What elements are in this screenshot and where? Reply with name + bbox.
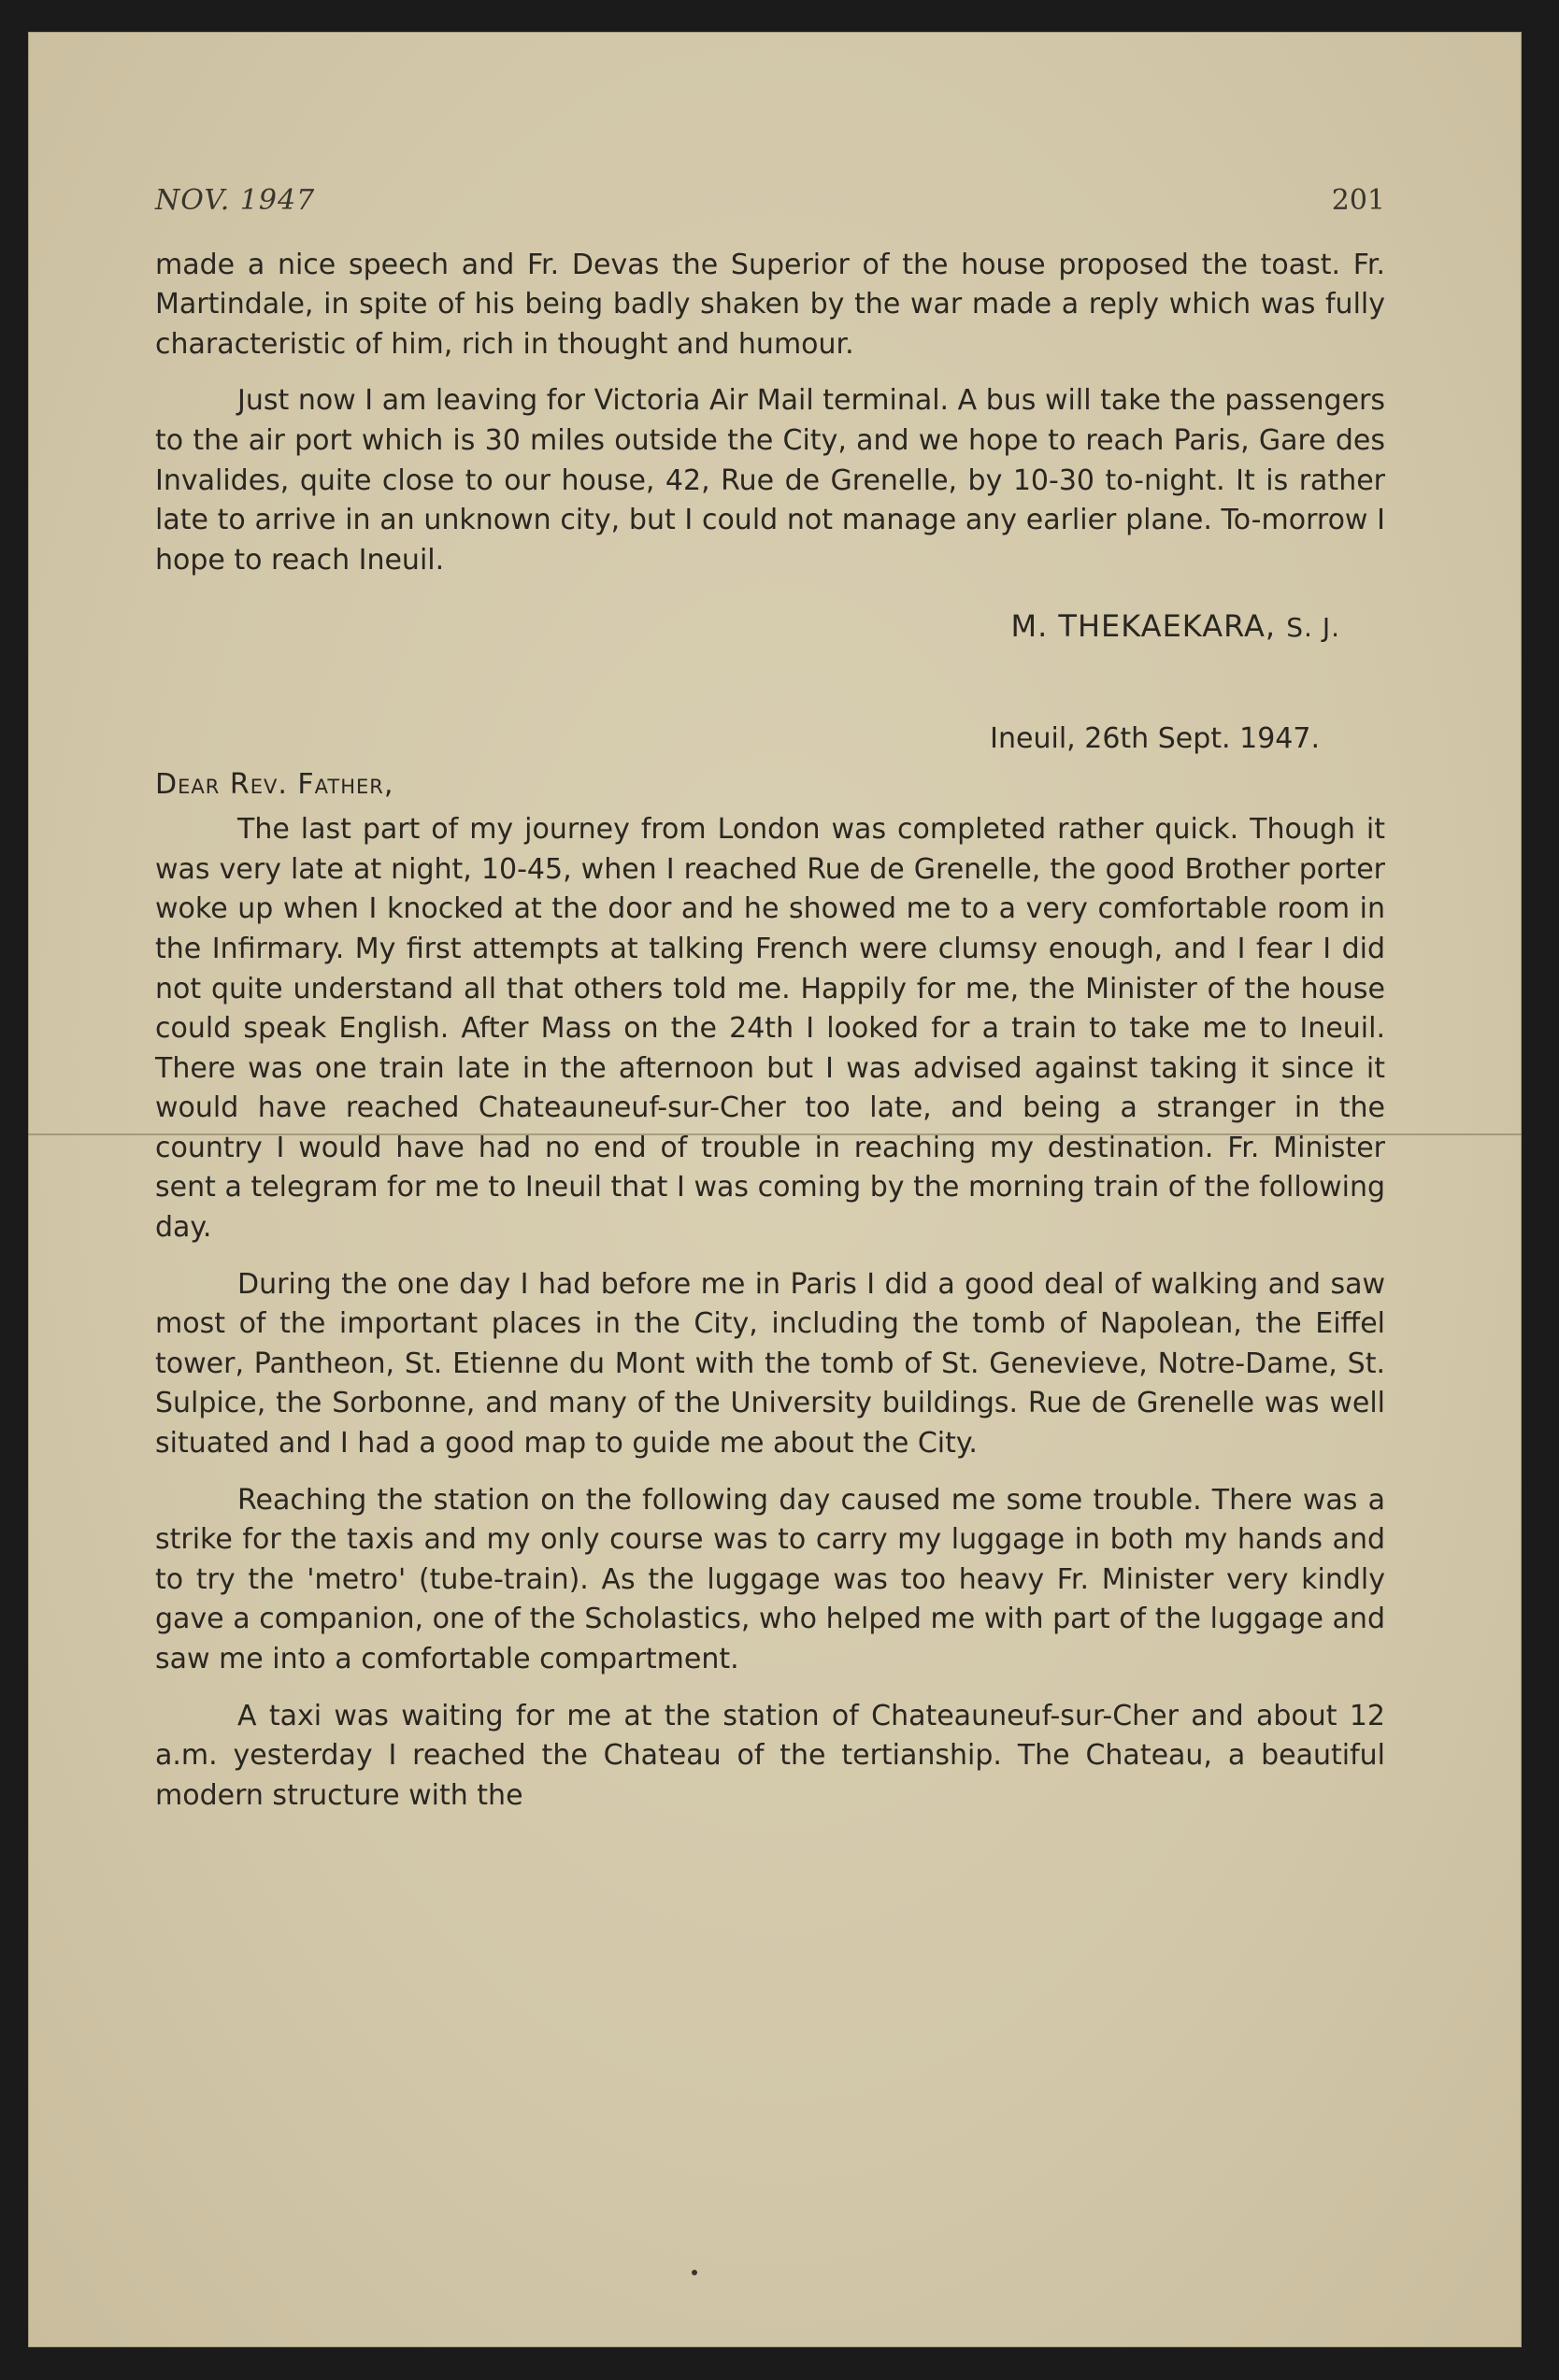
letter1-paragraph-1: made a nice speech and Fr. Devas the Superior of the house proposed the toast. Fr. Martindale, in spite of his being badly shaken by the war made a reply which was fully characteristic of him, rich in thought and humour. [155, 248, 1385, 361]
page-content [155, 181, 1385, 1816]
signature [155, 606, 1385, 648]
signature-suffix: S. J. [1286, 612, 1340, 644]
page-number: 201 [1331, 184, 1385, 217]
letter2-salutation: Dear Rev. Father, [155, 767, 394, 801]
letter1-paragraph-2: Just now I am leaving for Victoria Air Mail terminal. A bus will take the passengers to the air port which is 30 miles outside the City, and we hope to reach Paris, Gare des Invalides, quite close to our house, 42, Rue de Grenelle, by 10-30 to-night. It is rather late to arrive in an unknown city, but I could not manage any earlier plane. To-morrow I hope to reach Ineuil. [155, 384, 1385, 577]
letter2-paragraph-2: During the one day I had before me in Paris I did a good deal of walking and saw most of the important places in the City, including the tomb of Napolean, the Eiffel tower, Pantheon, St. Etienne du Mont with the tomb of St. Genevieve, Notre-Dame, St. Sulpice, the Sorbonne, and many of the University buildings. Rue de Grenelle was well situated and I had a good map to guide me about the City. [155, 1267, 1385, 1461]
page-dot-mark [692, 2270, 697, 2275]
letter2-dateline: Ineuil, 26th Sept. 1947. [990, 721, 1320, 755]
header-date: NOV. 1947 [155, 184, 316, 217]
running-head [155, 181, 1385, 221]
document-page [28, 32, 1522, 2347]
letter2-paragraph-1: The last part of my journey from London was completed rather quick. Though it was very late at night, 10-45, when I reached Rue de Grenelle, the good Brother porter woke up when I knocked at the door and he showed me to a very comfortable room in the Infirmary. My first attempts at talking French were clumsy enough, and I fear I did not quite understand all that others told me. Happily for me, the Minister of the house could speak English. After Mass on the 24th I looked for a train to take me to Ineuil. There was one train late in the afternoon but I was advised against taking it since it would have reached Chateauneuf-sur-Cher too late, and being a stranger in the country I would have had no end of trouble in reaching my destination. Fr. Minister sent a telegram for me to Ineuil that I was coming by the morning train of the following day. [155, 813, 1385, 1245]
letter2-paragraph-3: Reaching the station on the following day caused me some trouble. There was a strike for the taxis and my only course was to carry my luggage in both my hands and to try the 'metro' (tube-train). As the luggage was too heavy Fr. Minister very kindly gave a companion, one of the Scholastics, who helped me with part of the luggage and saw me into a comfortable compartment. [155, 1483, 1385, 1675]
letter2-paragraph-4: A taxi was waiting for me at the station of Chateauneuf-sur-Cher and about 12 a.m. yesterday I reached the Chateau of the tertianship. The Chateau, a beautiful modern structure with the [155, 1699, 1385, 1812]
signature-name: M. THEKAEKARA, [1010, 608, 1277, 645]
